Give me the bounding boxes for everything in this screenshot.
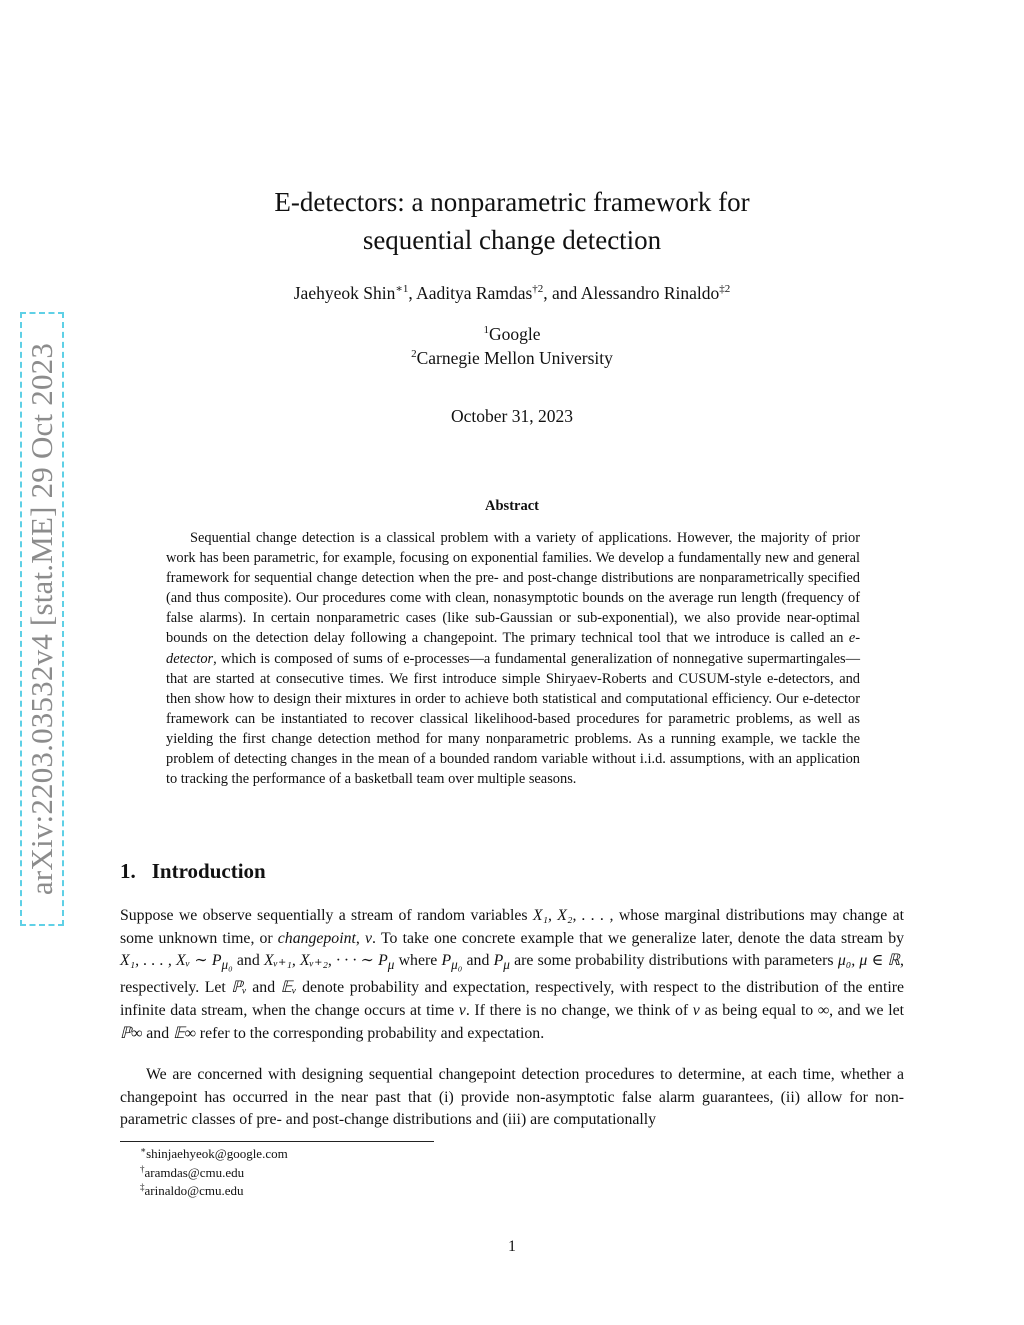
affiliations [0, 322, 1024, 370]
footnote [140, 1182, 288, 1201]
math-inline: ν [692, 1001, 700, 1019]
emphasis: changepoint [277, 929, 356, 947]
text-run: . If there is no change, we think of [465, 1001, 693, 1019]
footnote-email: aramdas@cmu.edu [144, 1164, 245, 1180]
text-run: , respectively. Let [120, 952, 904, 997]
title-line-1: E-detectors: a nonparametric framework for [274, 187, 750, 217]
author-separator: , and [543, 283, 581, 303]
author-marks: ∗1 [395, 283, 409, 295]
math-inline: ∞ [817, 1001, 830, 1019]
footnote-mark: ∗ [140, 1145, 147, 1155]
text-run: , and we let [829, 1001, 904, 1019]
intro-paragraph-1 [120, 905, 904, 1045]
author-name: Aaditya Ramdas [416, 283, 533, 303]
section-title: Introduction [151, 859, 266, 883]
footnote-mark: ‡ [140, 1182, 145, 1192]
math-inline: X₁, X₂, . . . , [532, 907, 614, 924]
abstract-emphasis: e-detector [166, 630, 860, 667]
math-inline: μ₀, μ ∈ ℝ [837, 952, 901, 970]
text-run: refer to the corresponding probability and expectation. [195, 1024, 545, 1042]
math-subscript: μ₀ [221, 957, 233, 973]
affiliation-name: Carnegie Mellon University [416, 348, 613, 368]
footnote-email: arinaldo@cmu.edu [144, 1183, 244, 1198]
text-run: and [142, 1024, 174, 1042]
text-run: and [246, 979, 281, 997]
title-line-2: sequential change detection [362, 225, 662, 255]
math-inline: P [493, 952, 504, 970]
math-inline: 𝔼ᵥ [280, 979, 297, 997]
abstract-text: , which is composed of sums of e-processes—a fundamental generalization of nonnegative supermartingales—that are started at consecutive times. We first introduce simple Shiryaev-Roberts and CUSUM-style e-detectors, and then show how to design their mixtures in order to achieve both statistical and computational efficiency. Our e-detector framework can be instantiated to recover classical likelihood-based procedures for parametric problems, as well as yielding the first change detection method for many nonparametric problems. As a running example, we tackle the problem of detecting changes in the mean of a bounded random variable without i.i.d. assumptions, with an application to tracking the performance of a basketball team over multiple seasons. [166, 650, 860, 788]
text-run: where [394, 952, 442, 970]
text-run: and [232, 952, 264, 970]
abstract-body [166, 528, 860, 789]
section-heading [120, 859, 266, 884]
arxiv-stamp [20, 312, 64, 926]
footnote-rule [120, 1141, 434, 1142]
author-list [0, 283, 1024, 304]
author-marks: †2 [532, 283, 544, 295]
math-subscript: μ [503, 957, 510, 973]
page-number: 1 [508, 1238, 516, 1255]
affiliation-name: Google [488, 324, 541, 344]
footnote [140, 1145, 288, 1164]
section-number: 1. [120, 859, 136, 883]
text-run: are some probability distributions with parameters [509, 952, 838, 970]
math-inline: Xᵥ₊₁, Xᵥ₊₂, · · · ∼ P [263, 952, 388, 970]
math-subscript: μ₀ [451, 957, 463, 973]
author-name: Alessandro Rinaldo [580, 283, 720, 303]
footnote-email: shinjaehyeok@google.com [146, 1146, 288, 1161]
intro-paragraph-2: We are concerned with designing sequential changepoint detection procedures to determine, at each time, whether a changepoint has occurred in the near past that (i) provide non-asymptotic false alarm guarantees, (ii) allow for non-parametric classes of pre- and post-change distributions and (iii) are computationally [120, 1066, 904, 1129]
text-run: . To take one concrete example that we generalize later, denote the data stream by [371, 929, 904, 947]
math-inline: P [441, 952, 452, 970]
math-inline: 𝔼∞ [173, 1024, 196, 1042]
math-inline: ℙ∞ [120, 1024, 143, 1042]
arxiv-identifier: arXiv:2203.03532v4 [stat.ME] 29 Oct 2023 [24, 342, 59, 896]
footnote-mark: † [140, 1163, 145, 1174]
text-run: , [355, 929, 365, 947]
affiliation-mark: 2 [411, 348, 417, 360]
math-inline: ν [458, 1001, 466, 1019]
text-run: Suppose we observe sequentially a stream of random variables [120, 907, 533, 924]
affiliation-mark: 1 [483, 324, 489, 336]
paper-date: October 31, 2023 [451, 406, 573, 426]
footnotes [140, 1145, 288, 1201]
affiliation [0, 322, 1024, 346]
math-inline: ℙᵥ [231, 979, 247, 997]
text-run: and [462, 952, 494, 970]
author-separator: , [408, 283, 417, 303]
math-inline: X₁, . . . , Xᵥ ∼ P [120, 952, 222, 970]
footnote [140, 1164, 288, 1183]
text-run: denote probability and expectation, respectively, with respect to the distribution of the entire infinite data stream, when the change occurs at time [120, 979, 905, 1019]
abstract-heading: Abstract [485, 498, 539, 514]
text-run: whose marginal distributions may change at some unknown time, or [120, 907, 904, 947]
math-subscript: μ [387, 957, 395, 973]
author-marks: ‡2 [719, 283, 731, 295]
paper-title [0, 183, 1024, 259]
text-run: as being equal to [699, 1001, 818, 1019]
author-name: Jaehyeok Shin [293, 283, 396, 303]
math-inline: ν [364, 929, 372, 947]
abstract-text: Sequential change detection is a classical problem with a variety of applications. However, the majority of prior work has been parametric, for example, focusing on exponential families. We develop a fundamentally new and general framework for sequential change detection when the pre- and post-change distributions are nonparametrically specified (and thus composite). Our procedures come with clean, nonasymptotic bounds on the average run length (frequency of false alarms). In certain nonparametric cases (like sub-Gaussian or sub-exponential), we also provide near-optimal bounds on the detection delay following a changepoint. The primary technical tool that we introduce is called an [166, 530, 860, 647]
affiliation [0, 346, 1024, 370]
